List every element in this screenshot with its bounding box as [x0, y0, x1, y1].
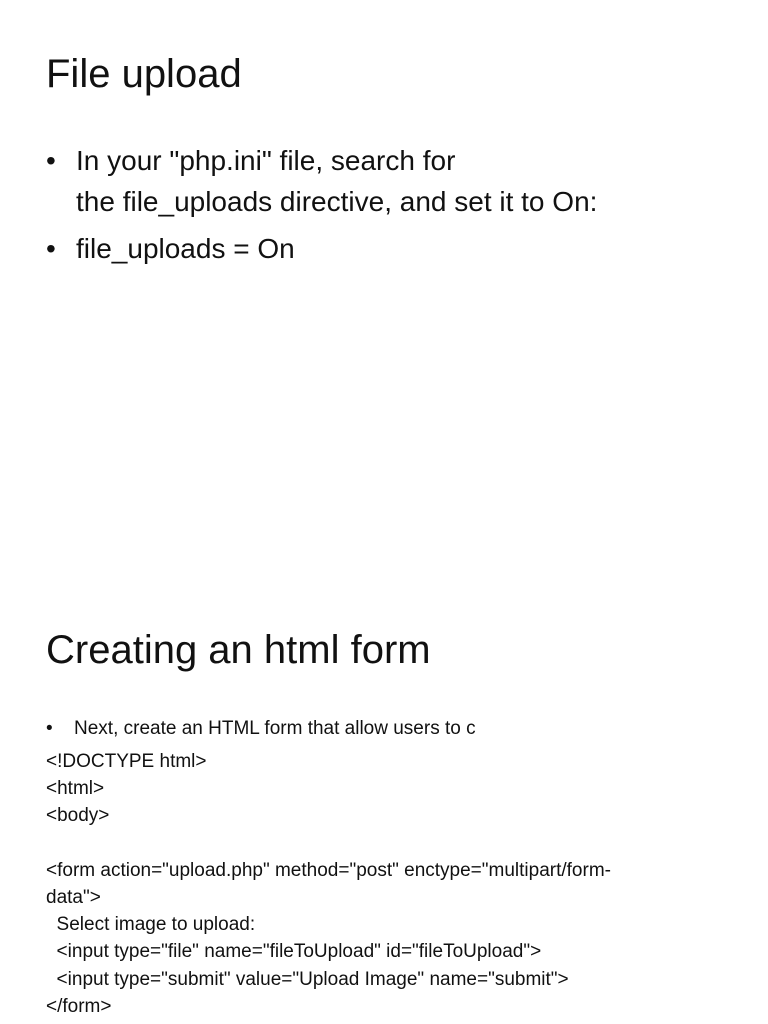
bullet-dot-icon: • [46, 145, 56, 176]
bullet-item-php-ini [46, 140, 728, 222]
code-line: <html> [46, 778, 105, 800]
code-line: data"> [46, 887, 101, 908]
bullet-text-line: file_uploads = On [76, 233, 295, 264]
code-line: <input type="submit" value="Upload Image" name="submit"> [46, 968, 569, 990]
bullet-list [46, 715, 728, 743]
code-line: <body> [46, 805, 110, 827]
code-line: </form> [46, 995, 112, 1017]
slide-creating-html-form [0, 512, 768, 1024]
bullet-text-line: the file_uploads directive, and set it to On: [76, 186, 598, 217]
code-line: <input type="file" name="fileToUpload" id="fileToUpload"> [46, 941, 542, 963]
code-line: <!DOCTYPE html> [46, 751, 207, 772]
bullet-item-create-form [46, 715, 728, 743]
bullet-dot-icon: • [46, 718, 53, 739]
bullet-item-file-uploads-setting [46, 228, 728, 269]
code-block [46, 748, 728, 1020]
slide-title: Creating an html form [46, 628, 431, 672]
bullet-text-line: In your "php.ini" file, search for [76, 145, 456, 176]
bullet-text: Next, create an HTML form that allow users to c [74, 718, 476, 739]
slide-title: File upload [46, 52, 242, 96]
bullet-list [46, 140, 728, 275]
code-line: <form action="upload.php" method="post" enctype="multipart/form- [46, 859, 611, 881]
code-line: Select image to upload: [46, 914, 256, 936]
bullet-dot-icon: • [46, 233, 56, 264]
code-line-blank [46, 830, 728, 857]
